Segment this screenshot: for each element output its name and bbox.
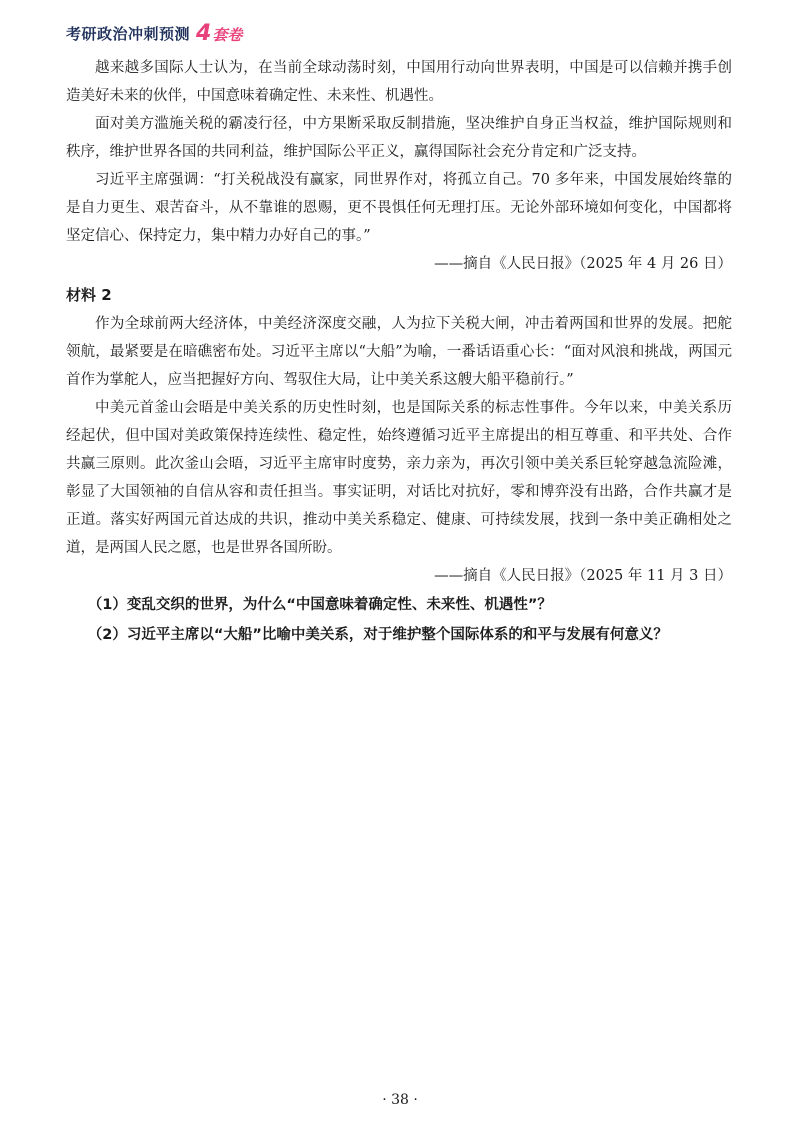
header-badge-text: 套卷 bbox=[212, 25, 243, 44]
paragraph-2: 面对美方滥施关税的霸凌行径，中方果断采取反制措施，坚决维护自身正当权益，维护国际规则和秩序，维护世界各国的共同利益，维护国际公平正义，赢得国际社会充分肯定和广泛支持。 bbox=[66, 116, 732, 160]
paragraph-3: 习近平主席强调：“打关税战没有赢家，同世界作对，将孤立自己。70 多年来，中国发展始终靠的是自力更生、艰苦奋斗，从不靠谁的恩赐，更不畏惧任何无理打压。无论外部环境如何变化，中国都将坚定信心、保持定力，集中精力办好自己的事。” bbox=[66, 172, 732, 244]
header-title: 考研政治冲刺预测 bbox=[66, 24, 191, 43]
header-badge-number: 4 bbox=[196, 20, 212, 46]
question-1: （1）变乱交织的世界，为什么“中国意味着确定性、未来性、机遇性”？ bbox=[87, 597, 552, 613]
paragraph-1: 越来越多国际人士认为，在当前全球动荡时刻，中国用行动向世界表明，中国是可以信赖并携手创造美好未来的伙伴，中国意味着确定性、未来性、机遇性。 bbox=[66, 60, 732, 104]
document-body bbox=[66, 54, 732, 650]
question-2: （2）习近平主席以“大船”比喻中美关系，对于维护整个国际体系的和平与发展有何意义？ bbox=[87, 627, 668, 643]
source-citation-2: ——摘自《人民日报》（2025 年 11 月 3 日） bbox=[434, 568, 732, 584]
material-2-title: 材料 2 bbox=[66, 286, 112, 304]
header-logo bbox=[196, 21, 242, 46]
source-citation-1: ——摘自《人民日报》（2025 年 4 月 26 日） bbox=[434, 256, 732, 272]
page-header bbox=[66, 20, 242, 46]
material-2-paragraph-1: 作为全球前两大经济体，中美经济深度交融，人为拉下关税大闸，冲击着两国和世界的发展。把舵领航，最紧要是在暗礁密布处。习近平主席以“大船”为喻，一番话语重心长：“面对风浪和挑战，两国元首作为掌舵人，应当把握好方向、驾驭住大局，让中美关系这艘大船平稳前行。” bbox=[66, 316, 732, 388]
page-number: · 38 · bbox=[382, 1092, 418, 1108]
material-2-paragraph-2: 中美元首釜山会晤是中美关系的历史性时刻，也是国际关系的标志性事件。今年以来，中美关系历经起伏，但中国对美政策保持连续性、稳定性，始终遵循习近平主席提出的相互尊重、和平共处、合作共赢三原则。此次釜山会晤，习近平主席审时度势，亲力亲为，再次引领中美关系巨轮穿越急流险滩，彰显了大国领袖的自信从容和责任担当。事实证明，对话比对抗好，零和博弈没有出路，合作共赢才是正道。落实好两国元首达成的共识，推动中美关系稳定、健康、可持续发展，找到一条中美正确相处之道，是两国人民之愿，也是世界各国所盼。 bbox=[66, 400, 732, 556]
